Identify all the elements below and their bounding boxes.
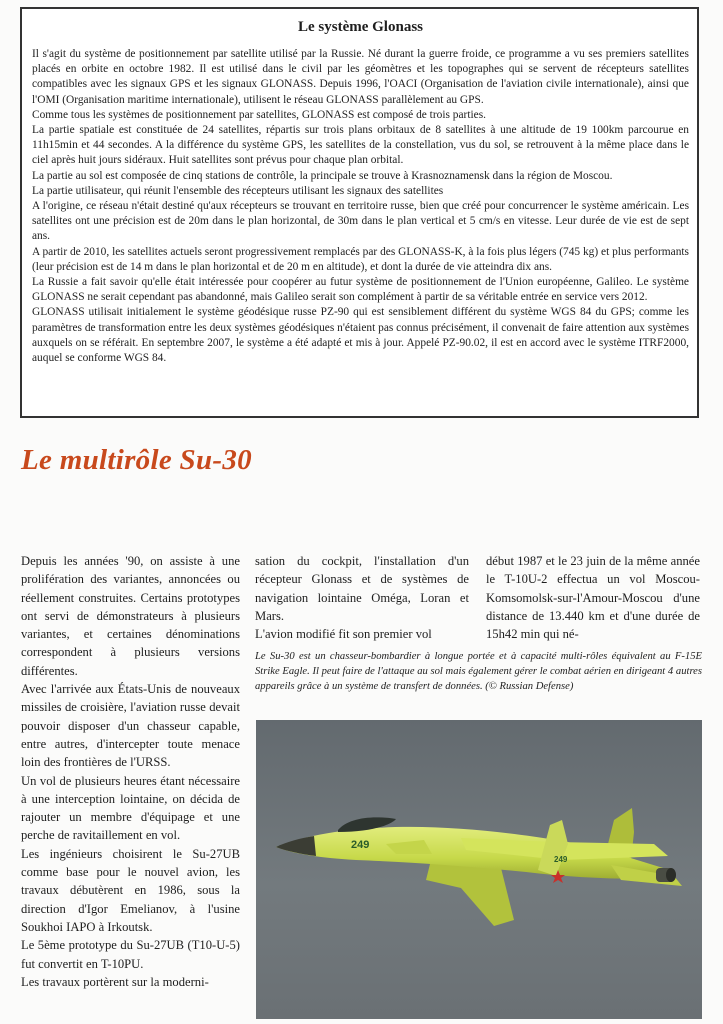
aircraft-engine-nozzle <box>666 868 676 882</box>
glonass-paragraph: A partir de 2010, les satellites actuels seront progressivement remplacés par des GLONASS-K, à la fois plus légers (745 kg) et plus performants (leur précision est de 14 m dans le plan horizontal et de 20 m en altitude), et dont la durée de vie atteindra dix ans. <box>32 245 689 273</box>
article-column-1 <box>21 552 240 991</box>
glonass-paragraph: Comme tous les systèmes de positionnement par satellites, GLONASS est composé de trois parties. <box>32 108 486 121</box>
article-paragraph: Les travaux portèrent sur la moderni- <box>21 974 209 989</box>
glonass-paragraph: La partie utilisateur, qui réunit l'ensemble des récepteurs utilisant les signaux des satellites <box>32 184 444 197</box>
article-paragraph: Depuis les années '90, on assiste à une prolifération des variantes, annoncées ou réellement construites. Certains prototypes ont servi de démonstrateurs à plusieurs variantes, et certaines dénominations correspondent à plusieurs versions différentes. <box>21 554 240 678</box>
article-paragraph: Le 5ème prototype du Su-27UB (T10-U-5) fut convertit en T-10PU. <box>21 938 240 971</box>
glonass-box-body <box>32 47 689 366</box>
article-paragraph: L'avion modifié fit son premier vol <box>255 627 432 642</box>
article-paragraph: Les ingénieurs choisirent le Su-27UB comme base pour le nouvel avion, les travaux débutèrent en 1986, sous la direction d'Igor Emelianov, à l'usine Soukhoi IAPO à Irkoutsk. <box>21 846 240 934</box>
aircraft-marking: 249 <box>554 855 568 864</box>
aircraft-marking: 249 <box>351 839 370 851</box>
article-paragraph: début 1987 et le 23 juin de la même année le T-10U-2 effectua un vol Moscou-Komsomolsk-sur-l'Amour-Moscou d'une distance de 13.440 km et d'une durée de 15h42 min qui né- <box>486 554 700 642</box>
photo-caption: Le Su-30 est un chasseur-bombardier à longue portée et à capacité multi-rôles équivalent au F-15E Strike Eagle. Il peut faire de l'attaque au sol mais également gérer le combat aérien en dirigeant 4 autres appareils grâce à un système de transfert de données. (© Russian Defense) <box>255 651 702 692</box>
glonass-paragraph: La partie au sol est composée de cinq stations de contrôle, la principale se trouve à Krasnoznamensk dans la région de Moscou. <box>32 169 613 182</box>
article-column-2 <box>255 552 469 643</box>
article-paragraph: Un vol de plusieurs heures étant nécessaire à une interception lointaine, on décida de rajouter un membre d'équipage et une perche de ravitaillement en vol. <box>21 773 240 843</box>
article-title: Le multirôle Su-30 <box>21 444 252 476</box>
su30-photo <box>256 720 702 1019</box>
glonass-paragraph: La Russie a fait savoir qu'elle était intéressée pour coopérer au futur système de positionnement de l'Union européenne, Galileo. Le système GLONASS ne serait cependant pas abandonné, mais Galileo serait son complément à partir de sa véritable entrée en service vers 2012. <box>32 276 689 304</box>
article-paragraph: sation du cockpit, l'installation d'un récepteur Glonass et de systèmes de navigation lointaine Oméga, Loran et Mars. <box>255 554 469 623</box>
glonass-paragraph: GLONASS utilisait initialement le système géodésique russe PZ-90 qui est sensiblement différent du système WGS 84 du GPS; comme les paramètres de transformation entre les deux systèmes géodésiques n'étaient pas connus précisément, il convenait de faire attention aux systèmes auxquels on se référait. En septembre 2007, le système a été adapté et mis à jour. Appelé PZ-90.02, il est en accord avec le système ITRF2000, auquel se conforme WGS 84. <box>32 306 689 365</box>
article-column-3 <box>486 552 700 643</box>
article-paragraph: Avec l'arrivée aux États-Unis de nouveaux missiles de croisière, l'aviation russe devait pouvoir disposer d'un chasseur capable, entre autres, d'intercepter toute menace loin des frontières de l'URSS. <box>21 682 240 770</box>
glonass-paragraph: La partie spatiale est constituée de 24 satellites, répartis sur trois plans orbitaux de 8 satellites à une altitude de 19 100km parcourue en 11h15min et 44 secondes. A la différence du système GPS, les satellites de la constellation, vus du sol, se retrouvent à la même place dans le ciel après huit jours sidéraux. Huit satellites sont prévus pour chaque plan orbital. <box>32 124 689 167</box>
glonass-paragraph: Il s'agit du système de positionnement par satellite utilisé par la Russie. Né durant la guerre froide, ce programme a vu ses premiers satellites placés en orbite en octobre 1982. Il est utilisé dans le civil par les géomètres et les topographes qui se servent de récepteurs satellites compatibles avec les signaux GPS et les signaux GLONASS. Depuis 1996, l'OACI (Organisation de l'aviation civile internationale), ainsi que l'OMI (Organisation maritime internationale), utilisent le réseau GLONASS parallèlement au GPS. <box>32 48 689 106</box>
glonass-paragraph: A l'origine, ce réseau n'était destiné qu'aux récepteurs se trouvant en territoire russe, bien que créé pour concurrencer le système américain. Les satellites ont une précision est de 20m dans le plan horizontal, de 30m dans le plan vertical et 5 cm/s en vitesse. Leur durée de vie est de sept ans. <box>32 200 689 243</box>
glonass-sidebar-box <box>20 7 699 418</box>
glonass-box-title: Le système Glonass <box>298 19 423 35</box>
